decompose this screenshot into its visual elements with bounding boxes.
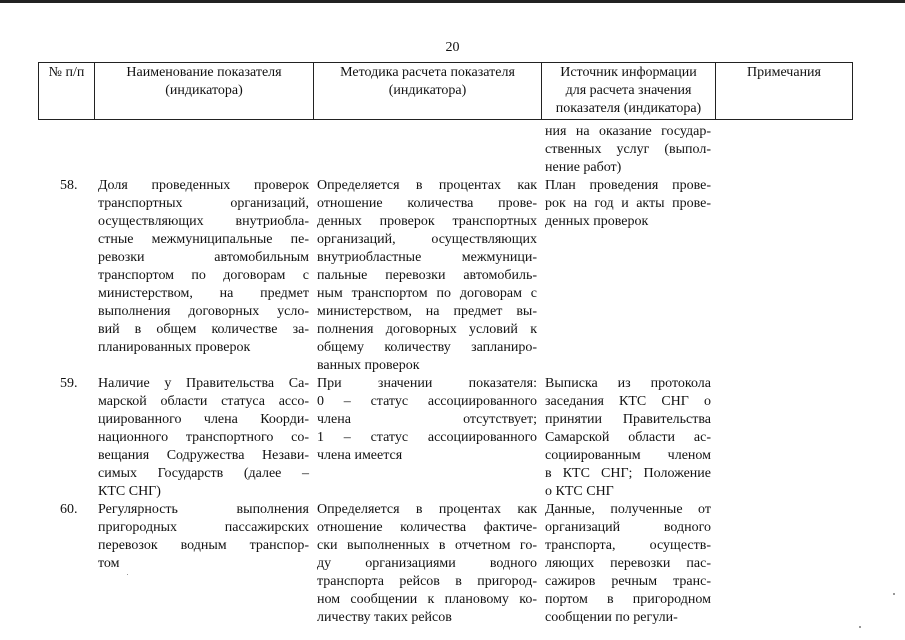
text-line: перевозок водным транспор- bbox=[98, 538, 309, 553]
text-line: общему количеству запланиро- bbox=[317, 340, 537, 355]
scan-speck bbox=[127, 574, 128, 575]
method-cell bbox=[313, 501, 541, 627]
text-line: ственных услуг (выпол- bbox=[545, 142, 711, 157]
text-line: полнения договорных условий к bbox=[317, 322, 537, 337]
source-cell bbox=[541, 123, 715, 177]
notes-cell bbox=[715, 501, 852, 627]
text-line: пригородных пассажирских bbox=[98, 520, 309, 535]
text-line: планированных проверок bbox=[98, 340, 251, 355]
text-line: ду организациями водного bbox=[317, 556, 537, 571]
table-row bbox=[38, 501, 852, 627]
text-line: Определяется в процентах как bbox=[317, 502, 537, 517]
text-line: Данные, полученные от bbox=[545, 502, 711, 517]
text-line: денных проверок транспортных bbox=[317, 214, 537, 229]
table-row bbox=[38, 375, 852, 501]
text-line: сообщении по регули- bbox=[545, 610, 678, 625]
text-line: в КТС СНГ; Положение bbox=[545, 466, 711, 481]
notes-cell bbox=[715, 177, 852, 375]
text-line: принятии Правительства bbox=[545, 412, 711, 427]
text-line: внутриобластные межмуници- bbox=[317, 250, 537, 265]
text-line: стные межмуниципальные пе- bbox=[98, 232, 309, 247]
source-cell bbox=[541, 375, 715, 501]
text-line: о КТС СНГ bbox=[545, 484, 614, 499]
text-line: Регулярность выполнения bbox=[98, 502, 309, 517]
scan-speck bbox=[893, 593, 895, 595]
text-line: При значении показателя: bbox=[317, 376, 537, 391]
text-line: том bbox=[98, 556, 120, 571]
row-number: 59. bbox=[60, 376, 78, 391]
text-line: личеству таких рейсов bbox=[317, 610, 452, 625]
method-cell bbox=[313, 375, 541, 501]
text-line: члена отсутствует; bbox=[317, 412, 537, 427]
text-line: Определяется в процентах как bbox=[317, 178, 537, 193]
text-line: План проведения прове- bbox=[545, 178, 711, 193]
text-line: организаций водного bbox=[545, 520, 711, 535]
text-line: выполнения договорных усло- bbox=[98, 304, 309, 319]
text-line: вещания Содружества Незави- bbox=[98, 448, 309, 463]
text-line: сажиров речным транс- bbox=[545, 574, 711, 589]
text-line: национного транспортного со- bbox=[98, 430, 309, 445]
text-line: денных проверок bbox=[545, 214, 649, 229]
table-body bbox=[38, 121, 852, 627]
row-number: 60. bbox=[60, 502, 78, 517]
page-number: 20 bbox=[445, 40, 460, 55]
header-indicator-name: Наименование показателя (индикатора) bbox=[95, 63, 314, 120]
top-border-line bbox=[0, 0, 905, 3]
source-cell bbox=[541, 177, 715, 375]
text-line: транспорта, осуществ- bbox=[545, 538, 711, 553]
text-line: Выписка из протокола bbox=[545, 376, 711, 391]
text-line: ния на оказание государ- bbox=[545, 124, 711, 139]
text-line: марской области статуса ассо- bbox=[98, 394, 309, 409]
text-line: транспорта рейсов в пригород- bbox=[317, 574, 537, 589]
indicator-name-cell bbox=[94, 375, 313, 501]
indicator-name-cell bbox=[94, 177, 313, 375]
table-row-continuation bbox=[38, 121, 852, 177]
text-line: транспортных организаций, bbox=[98, 196, 309, 211]
text-line: 1 – статус ассоциированного bbox=[317, 430, 537, 445]
text-line: Самарской области ас- bbox=[545, 430, 711, 445]
text-line: рок на год и акты прове- bbox=[545, 196, 711, 211]
text-line: Доля проведенных проверок bbox=[98, 178, 309, 193]
text-line: транспортом по договорам с bbox=[98, 268, 309, 283]
text-line: вий в общем количестве за- bbox=[98, 322, 309, 337]
header-number: № п/п bbox=[39, 63, 95, 120]
header-information-source: Источник информации для расчета значения показателя (индикатора) bbox=[542, 63, 716, 120]
header-notes: Примечания bbox=[716, 63, 853, 120]
table-row bbox=[38, 177, 852, 375]
text-line: ревозки автомобильным bbox=[98, 250, 309, 265]
text-line: организаций, осуществляющих bbox=[317, 232, 537, 247]
method-cell bbox=[313, 177, 541, 375]
text-line: министерством, на предмет вы- bbox=[317, 304, 537, 319]
text-line: ляющих перевозки пас- bbox=[545, 556, 711, 571]
text-line: портом в пригородном bbox=[545, 592, 711, 607]
row-number: 58. bbox=[60, 178, 78, 193]
text-line: социированным членом bbox=[545, 448, 711, 463]
text-line: ски выполненных в отчетном го- bbox=[317, 538, 537, 553]
text-line: ным транспортом по договорам с bbox=[317, 286, 537, 301]
text-line: ванных проверок bbox=[317, 358, 420, 373]
text-line: ном сообщении к плановому ко- bbox=[317, 592, 537, 607]
text-line: 0 – статус ассоциированного bbox=[317, 394, 537, 409]
text-line: заседания КТС СНГ о bbox=[545, 394, 711, 409]
text-line: отношение количества прове- bbox=[317, 196, 537, 211]
indicator-name-cell bbox=[94, 501, 313, 627]
text-line: Наличие у Правительства Са- bbox=[98, 376, 309, 391]
text-line: осуществляющих внутриобла- bbox=[98, 214, 309, 229]
text-line: пальные перевозки автомобиль- bbox=[317, 268, 537, 283]
header-calculation-method: Методика расчета показателя (индикатора) bbox=[314, 63, 542, 120]
table-header bbox=[38, 62, 853, 120]
text-line: члена имеется bbox=[317, 448, 403, 463]
text-line: министерством, на предмет bbox=[98, 286, 309, 301]
notes-cell bbox=[715, 375, 852, 501]
text-line: отношение количества фактиче- bbox=[317, 520, 537, 535]
source-cell bbox=[541, 501, 715, 627]
text-line: КТС СНГ) bbox=[98, 484, 161, 499]
text-line: симых Государств (далее – bbox=[98, 466, 309, 481]
text-line: нение работ) bbox=[545, 160, 622, 175]
text-line: циированного члена Коорди- bbox=[98, 412, 309, 427]
scan-speck bbox=[859, 626, 861, 628]
